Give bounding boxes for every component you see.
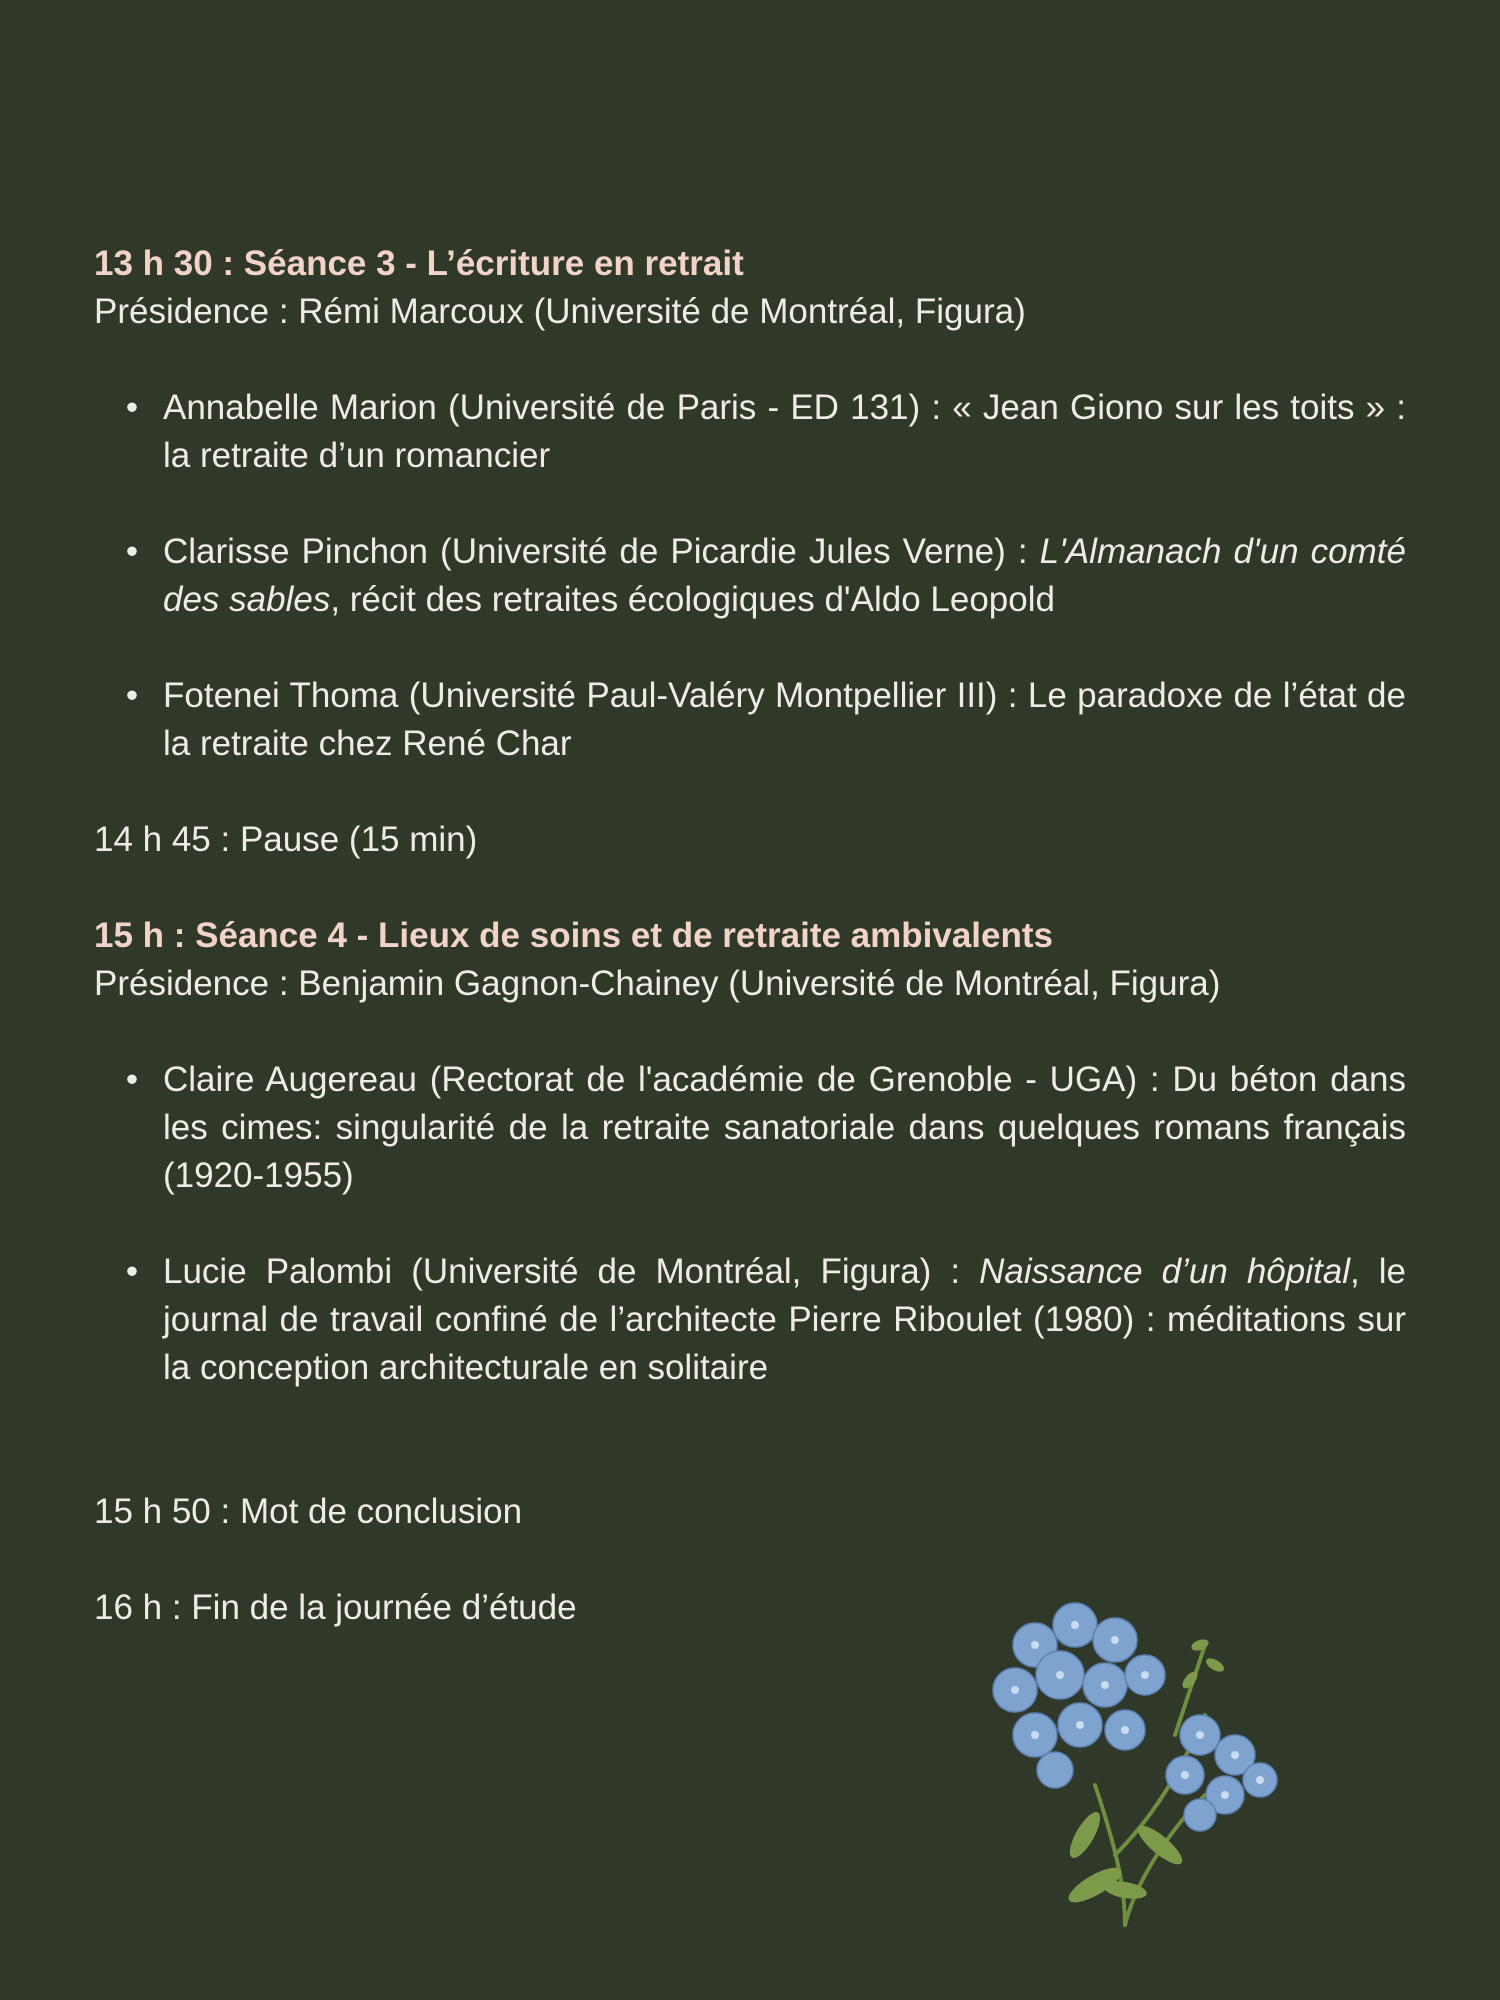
- bullet-icon: •: [125, 1252, 139, 1291]
- bullet-icon: •: [125, 388, 139, 427]
- conclusion-entry: 15 h 50 : Mot de conclusion: [94, 1492, 523, 1531]
- plumbago-flower-icon: [975, 1585, 1310, 1940]
- session-3-chair: Présidence : Rémi Marcoux (Université de Montréal, Figura): [94, 292, 1026, 331]
- session-4-chair: Présidence : Benjamin Gagnon-Chainey (Université de Montréal, Figura): [94, 964, 1221, 1003]
- list-item: [94, 528, 1406, 624]
- list-item: [94, 384, 1406, 480]
- session-3-talks: [94, 384, 1406, 768]
- talk-speaker: Claire Augereau (Rectorat de l'académie de Grenoble - UGA) :: [163, 1060, 1173, 1099]
- session-4-title: 15 h : Séance 4 - Lieux de soins et de retraite ambivalents: [94, 916, 1053, 955]
- bullet-icon: •: [125, 532, 139, 571]
- talk-description: , récit des retraites écologiques d'Aldo Leopold: [330, 580, 1055, 619]
- talk-speaker: Annabelle Marion (Université de Paris - ED 131) :: [163, 388, 953, 427]
- talk-title: Le paradoxe de l’état de la retraite chez René Char: [163, 676, 1406, 763]
- talk-title: L'Almanach d'un comté des sables: [163, 532, 1406, 619]
- talk-speaker: Lucie Palombi (Université de Montréal, Figura) :: [163, 1252, 980, 1291]
- pause-entry: 14 h 45 : Pause (15 min): [94, 820, 478, 859]
- talk-title: « Jean Giono sur les toits » : la retraite d’un romancier: [163, 388, 1406, 475]
- talk-speaker: Clarisse Pinchon (Université de Picardie Jules Verne) :: [163, 532, 1040, 571]
- end-entry: 16 h : Fin de la journée d’étude: [94, 1588, 577, 1627]
- list-item: [94, 1056, 1406, 1200]
- talk-description: , le journal de travail confiné de l’architecte Pierre Riboulet (1980) : méditations sur la conception architecturale en solitaire: [163, 1252, 1407, 1387]
- bullet-icon: •: [125, 1060, 139, 1099]
- session-3-title: 13 h 30 : Séance 3 - L’écriture en retrait: [94, 244, 744, 283]
- talk-speaker: Fotenei Thoma (Université Paul-Valéry Montpellier III) :: [163, 676, 1028, 715]
- program-content: [94, 240, 1406, 1632]
- bullet-icon: •: [125, 676, 139, 715]
- talk-title: Du béton dans les cimes: singularité de la retraite sanatoriale dans quelques romans français (1920-1955): [163, 1060, 1407, 1195]
- talk-title: Naissance d’un hôpital: [979, 1252, 1350, 1291]
- list-item: [94, 672, 1406, 768]
- list-item: [94, 1248, 1406, 1392]
- session-4-talks: [94, 1056, 1406, 1392]
